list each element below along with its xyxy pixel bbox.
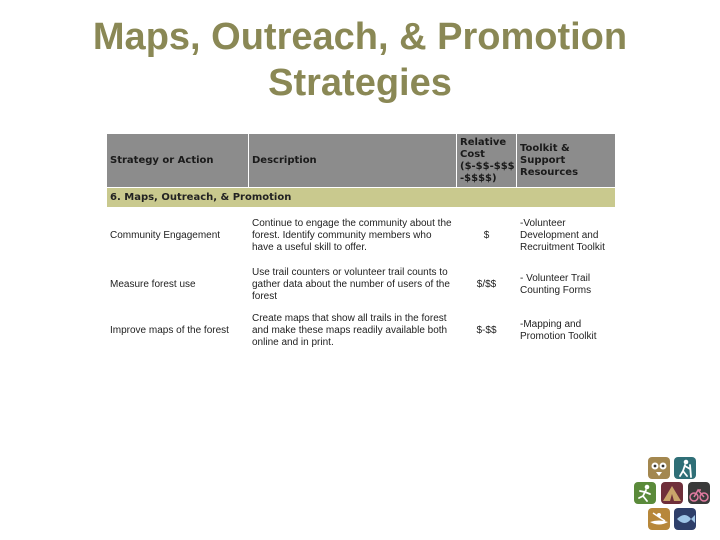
row-toolkit: -Volunteer Development and Recruitment Toolkit [517, 208, 616, 264]
page-title: Maps, Outreach, & Promotion Strategies [92, 16, 628, 104]
table-row [107, 208, 616, 264]
row-strategy: Improve maps of the forest [107, 306, 249, 356]
row-toolkit: -Mapping and Promotion Toolkit [517, 306, 616, 356]
table-row [107, 264, 616, 306]
strategy-table [106, 133, 616, 356]
table-header-row [107, 134, 616, 188]
header-strategy: Strategy or Action [107, 134, 249, 188]
row-cost: $ [457, 208, 517, 264]
owl-icon [648, 457, 670, 479]
bicycle-icon [688, 482, 710, 504]
activity-logo [634, 455, 714, 535]
row-description: Create maps that show all trails in the forest and make these maps readily available both online and in print. [249, 306, 457, 356]
row-strategy: Measure forest use [107, 264, 249, 306]
header-description: Description [249, 134, 457, 188]
table-row [107, 306, 616, 356]
row-toolkit: - Volunteer Trail Counting Forms [517, 264, 616, 306]
row-cost: $-$$ [457, 306, 517, 356]
kayak-icon [648, 508, 670, 530]
row-strategy: Community Engagement [107, 208, 249, 264]
hiker-icon [674, 457, 696, 479]
row-description: Continue to engage the community about the forest. Identify community members who have a useful skill to offer. [249, 208, 457, 264]
row-cost: $/$$ [457, 264, 517, 306]
header-toolkit: Toolkit & Support Resources [517, 134, 616, 188]
runner-icon [634, 482, 656, 504]
row-description: Use trail counters or volunteer trail counts to gather data about the number of users of the forest [249, 264, 457, 306]
tent-icon [661, 482, 683, 504]
section-row [107, 188, 616, 208]
fish-icon [674, 508, 696, 530]
header-cost: Relative Cost ($-$$-$$$ -$$$$) [457, 134, 517, 188]
section-title: 6. Maps, Outreach, & Promotion [107, 188, 616, 208]
